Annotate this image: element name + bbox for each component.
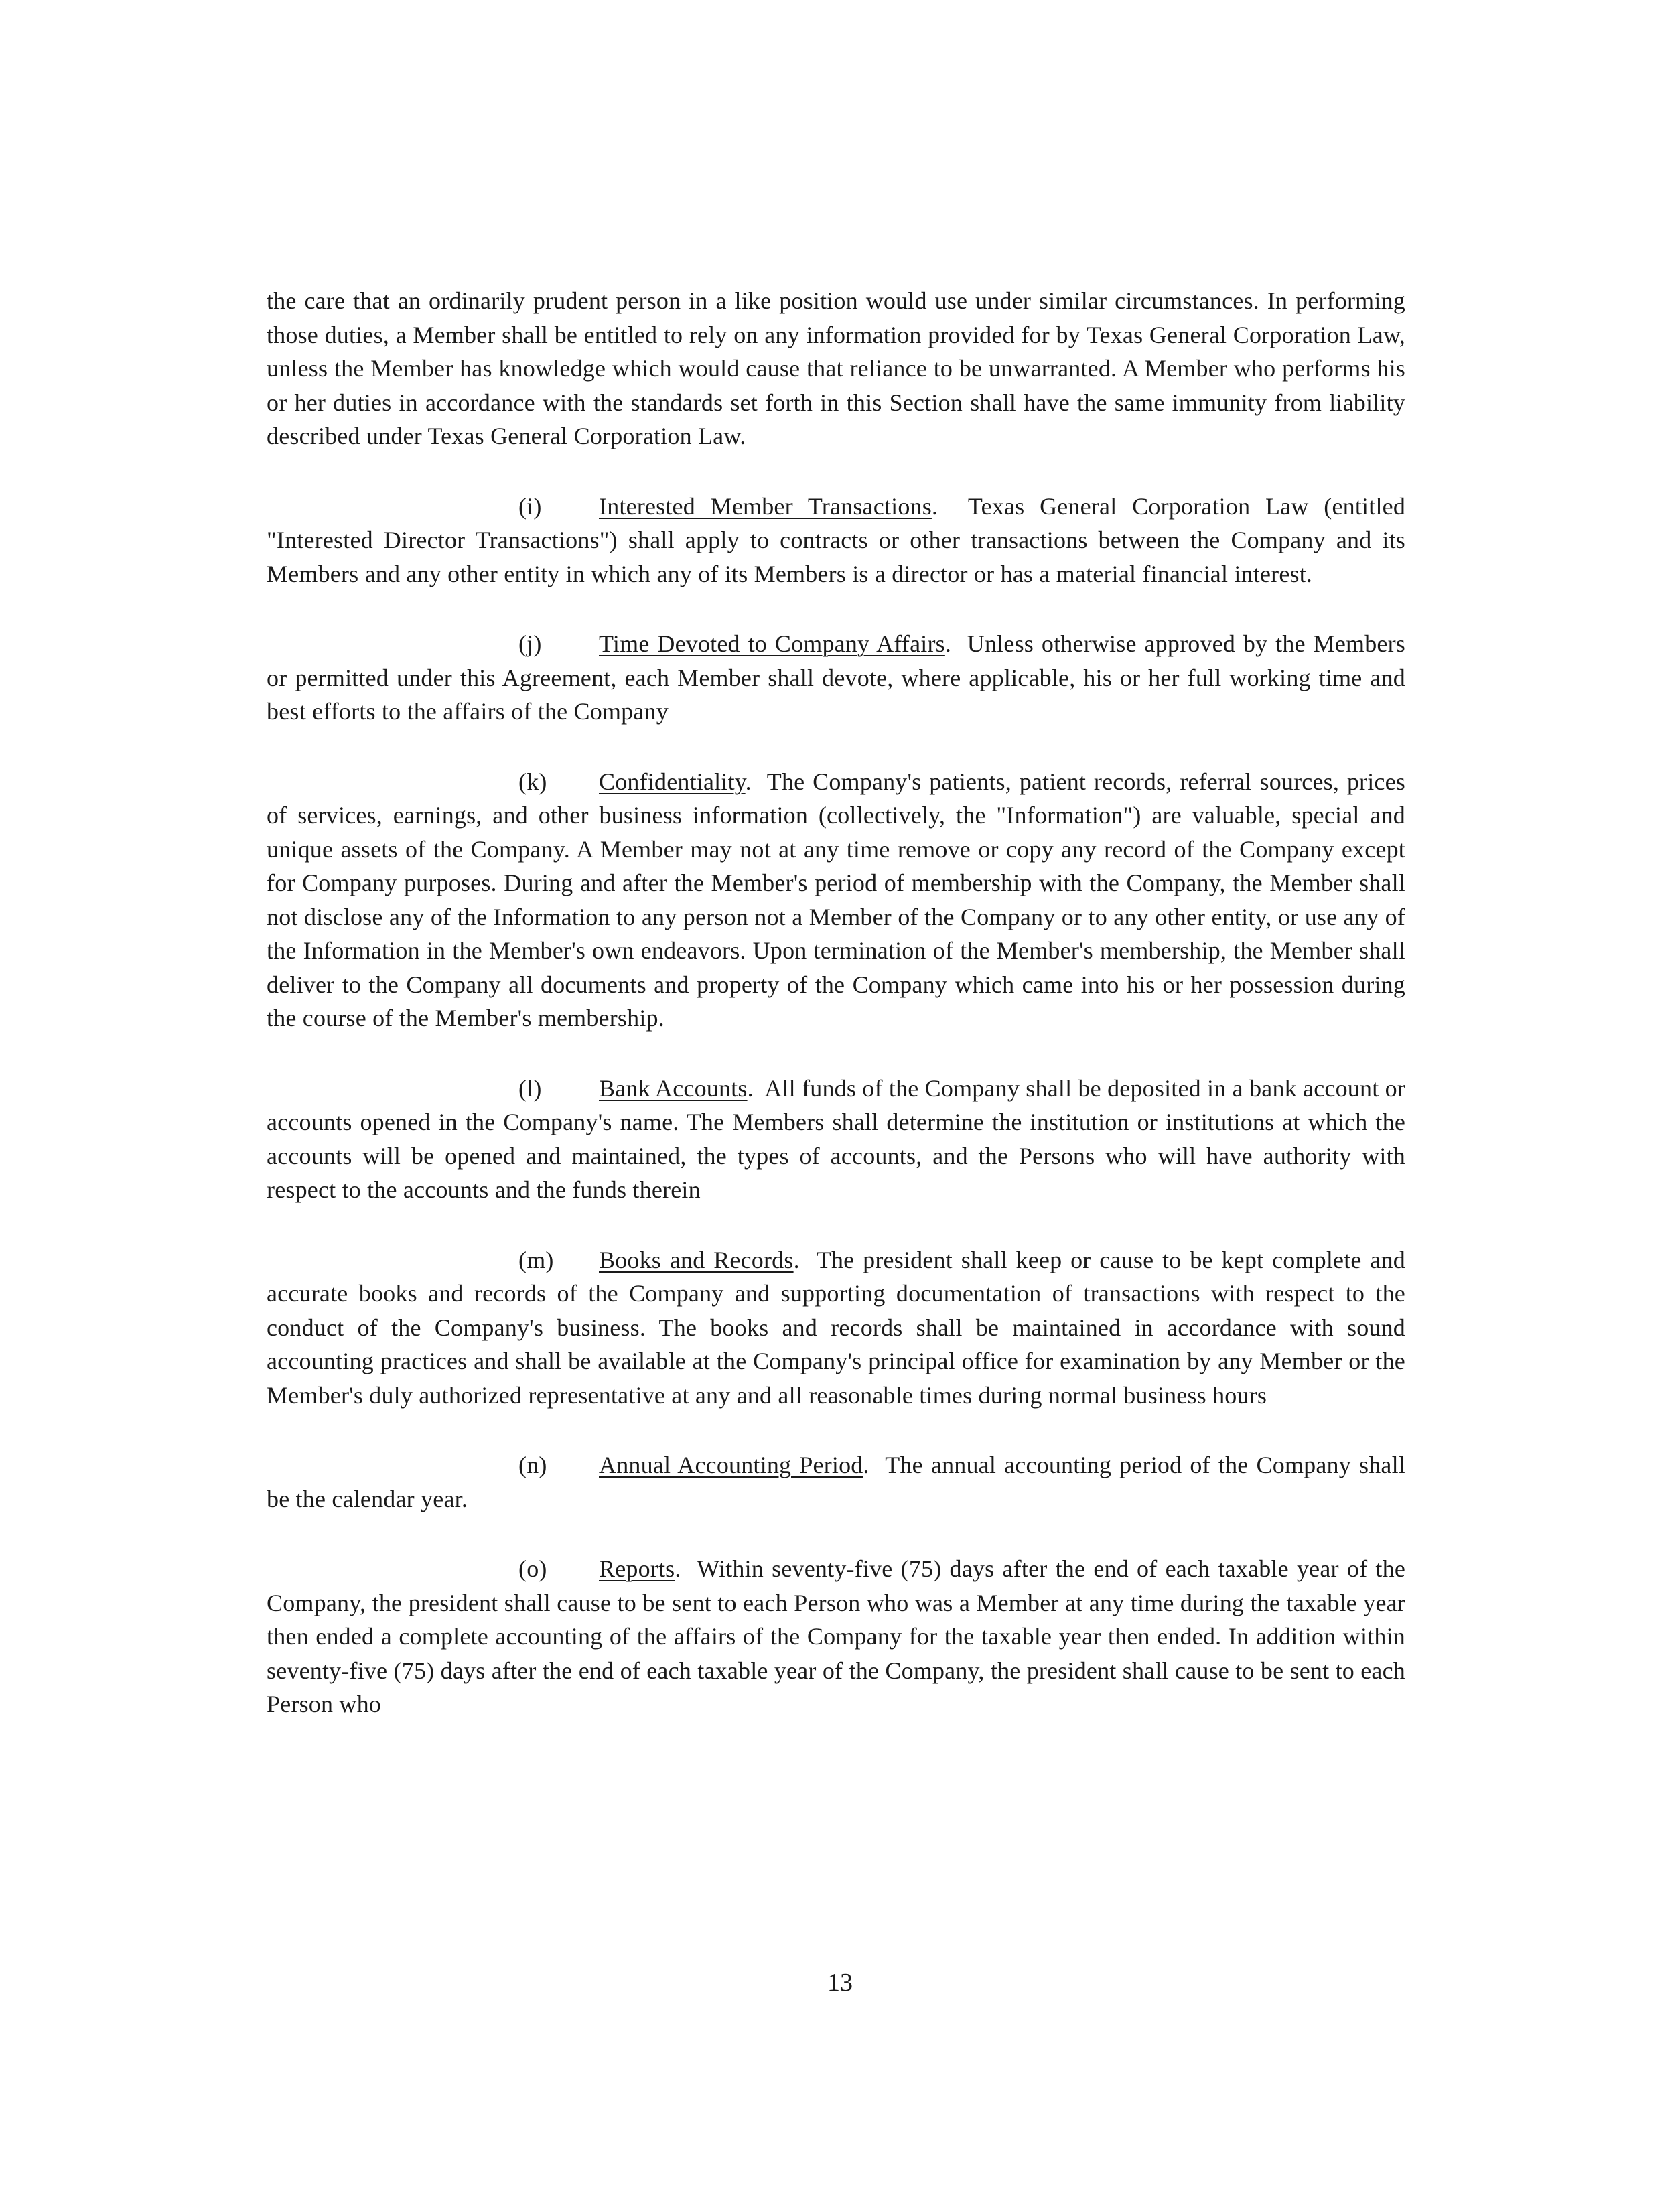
- page-number: 13: [827, 1969, 853, 1997]
- section-text: The Company's patients, patient records, referral sources, prices of services, earnings, and other business information (collectively, the "Information") are valuable, special and unique assets of the Company. A Member may not at any time remove or copy any record of the Company except for Company purposes. During and after the Member's period of membership with the Company, the Member shall not disclose any of the Information to any person not a Member of the Company or to any other entity, or use any of the Information in the Member's own endeavors. Upon termination of the Member's membership, the Member shall deliver to the Company all documents and property of the Company which came into his or her possession during the course of the Member's membership.: [267, 768, 1405, 1032]
- section-text: Texas General Corporation Law (entitled "Interested Director Transactions") shall apply to contracts or other transactions between the Company and its Members and any other entity in which any of its Members is a director or has a material financial interest.: [267, 492, 1406, 587]
- section-marker: (k): [518, 768, 547, 795]
- section-text: Unless otherwise approved by the Members or permitted under this Agreement, each Member shall devote, where applicable, his or her full working time and best efforts to the affairs of the Company: [267, 630, 1405, 725]
- section-heading: Books and Records: [599, 1246, 794, 1273]
- section-marker: (i): [518, 492, 542, 520]
- section-text: The president shall keep or cause to be kept complete and accurate books and records of the Company and supporting documentation of transactions with respect to the conduct of the Company's business. The books and records shall be maintained in accordance with sound accounting practices and shall be available at the Company's principal office for examination by any Member or the Member's duly authorized representative at any and all reasonable times during normal business hours: [267, 1246, 1405, 1409]
- section-heading: Interested Member Transactions: [599, 492, 932, 520]
- section-text: Within seventy-five (75) days after the end of each taxable year of the Company, the president shall cause to be sent to each Person who was a Member at any time during the taxable year then ended a complete accounting of the affairs of the Company for the taxable year then ended. In addition within seventy-five (75) days after the end of each taxable year of the Company, the president shall cause to be sent to each Person who: [267, 1555, 1405, 1717]
- section-l-paragraph: (l) Bank Accounts. All funds of the Company shall be deposited in a bank account or accounts opened in the Company's name. The Members shall determine the institution or institutions at which the accounts will be opened and maintained, the types of accounts, and the Persons who will have authority with respect to the accounts and the funds therein: [267, 1072, 1405, 1207]
- section-marker: (l): [518, 1074, 542, 1102]
- section-text: All funds of the Company shall be deposited in a bank account or accounts opened in the Company's name. The Members shall determine the institution or institutions at which the accounts will be opened and maintained, the types of accounts, and the Persons who will have authority with respect to the accounts and the funds therein: [267, 1074, 1405, 1203]
- document-body: [267, 284, 1405, 1758]
- section-i-paragraph: (i) Interested Member Transactions. Texas General Corporation Law (entitled "Interested Director Transactions") shall apply to contracts or other transactions between the Company and its Members and any other entity in which any of its Members is a director or has a material financial interest.: [267, 490, 1405, 591]
- section-j-paragraph: (j) Time Devoted to Company Affairs. Unless otherwise approved by the Members or permitted under this Agreement, each Member shall devote, where applicable, his or her full working time and best efforts to the affairs of the Company: [267, 627, 1405, 729]
- section-heading: Confidentiality: [599, 768, 746, 795]
- section-marker: (o): [518, 1555, 547, 1582]
- section-n-paragraph: (n) Annual Accounting Period. The annual accounting period of the Company shall be the calendar year.: [267, 1448, 1405, 1516]
- section-m-paragraph: (m) Books and Records. The president shall keep or cause to be kept complete and accurate books and records of the Company and supporting documentation of transactions with respect to the conduct of the Company's business. The books and records shall be maintained in accordance with sound accounting practices and shall be available at the Company's principal office for examination by any Member or the Member's duly authorized representative at any and all reasonable times during normal business hours: [267, 1243, 1405, 1413]
- section-marker: (m): [518, 1246, 554, 1273]
- section-marker: (n): [518, 1452, 547, 1478]
- section-marker: (j): [518, 630, 542, 657]
- section-heading: Reports: [599, 1555, 675, 1582]
- continuation-paragraph: the care that an ordinarily prudent person in a like position would use under similar circumstances. In performing those duties, a Member shall be entitled to rely on any information provided for by Texas General Corporation Law, unless the Member has knowledge which would cause that reliance to be unwarranted. A Member who performs his or her duties in accordance with the standards set forth in this Section shall have the same immunity from liability described under Texas General Corporation Law.: [267, 287, 1405, 449]
- section-k-paragraph: (k) Confidentiality. The Company's patients, patient records, referral sources, prices of services, earnings, and other business information (collectively, the "Information") are valuable, special and unique assets of the Company. A Member may not at any time remove or copy any record of the Company except for Company purposes. During and after the Member's period of membership with the Company, the Member shall not disclose any of the Information to any person not a Member of the Company or to any other entity, or use any of the Information in the Member's own endeavors. Upon termination of the Member's membership, the Member shall deliver to the Company all documents and property of the Company which came into his or her possession during the course of the Member's membership.: [267, 765, 1405, 1036]
- section-text: The annual accounting period of the Company shall be the calendar year.: [267, 1452, 1405, 1512]
- section-o-paragraph: (o) Reports. Within seventy-five (75) days after the end of each taxable year of the Company, the president shall cause to be sent to each Person who was a Member at any time during the taxable year then ended a complete accounting of the affairs of the Company for the taxable year then ended. In addition within seventy-five (75) days after the end of each taxable year of the Company, the president shall cause to be sent to each Person who: [267, 1552, 1405, 1721]
- section-heading: Bank Accounts: [599, 1074, 748, 1102]
- section-heading: Time Devoted to Company Affairs: [599, 630, 945, 657]
- section-heading: Annual Accounting Period: [599, 1452, 863, 1478]
